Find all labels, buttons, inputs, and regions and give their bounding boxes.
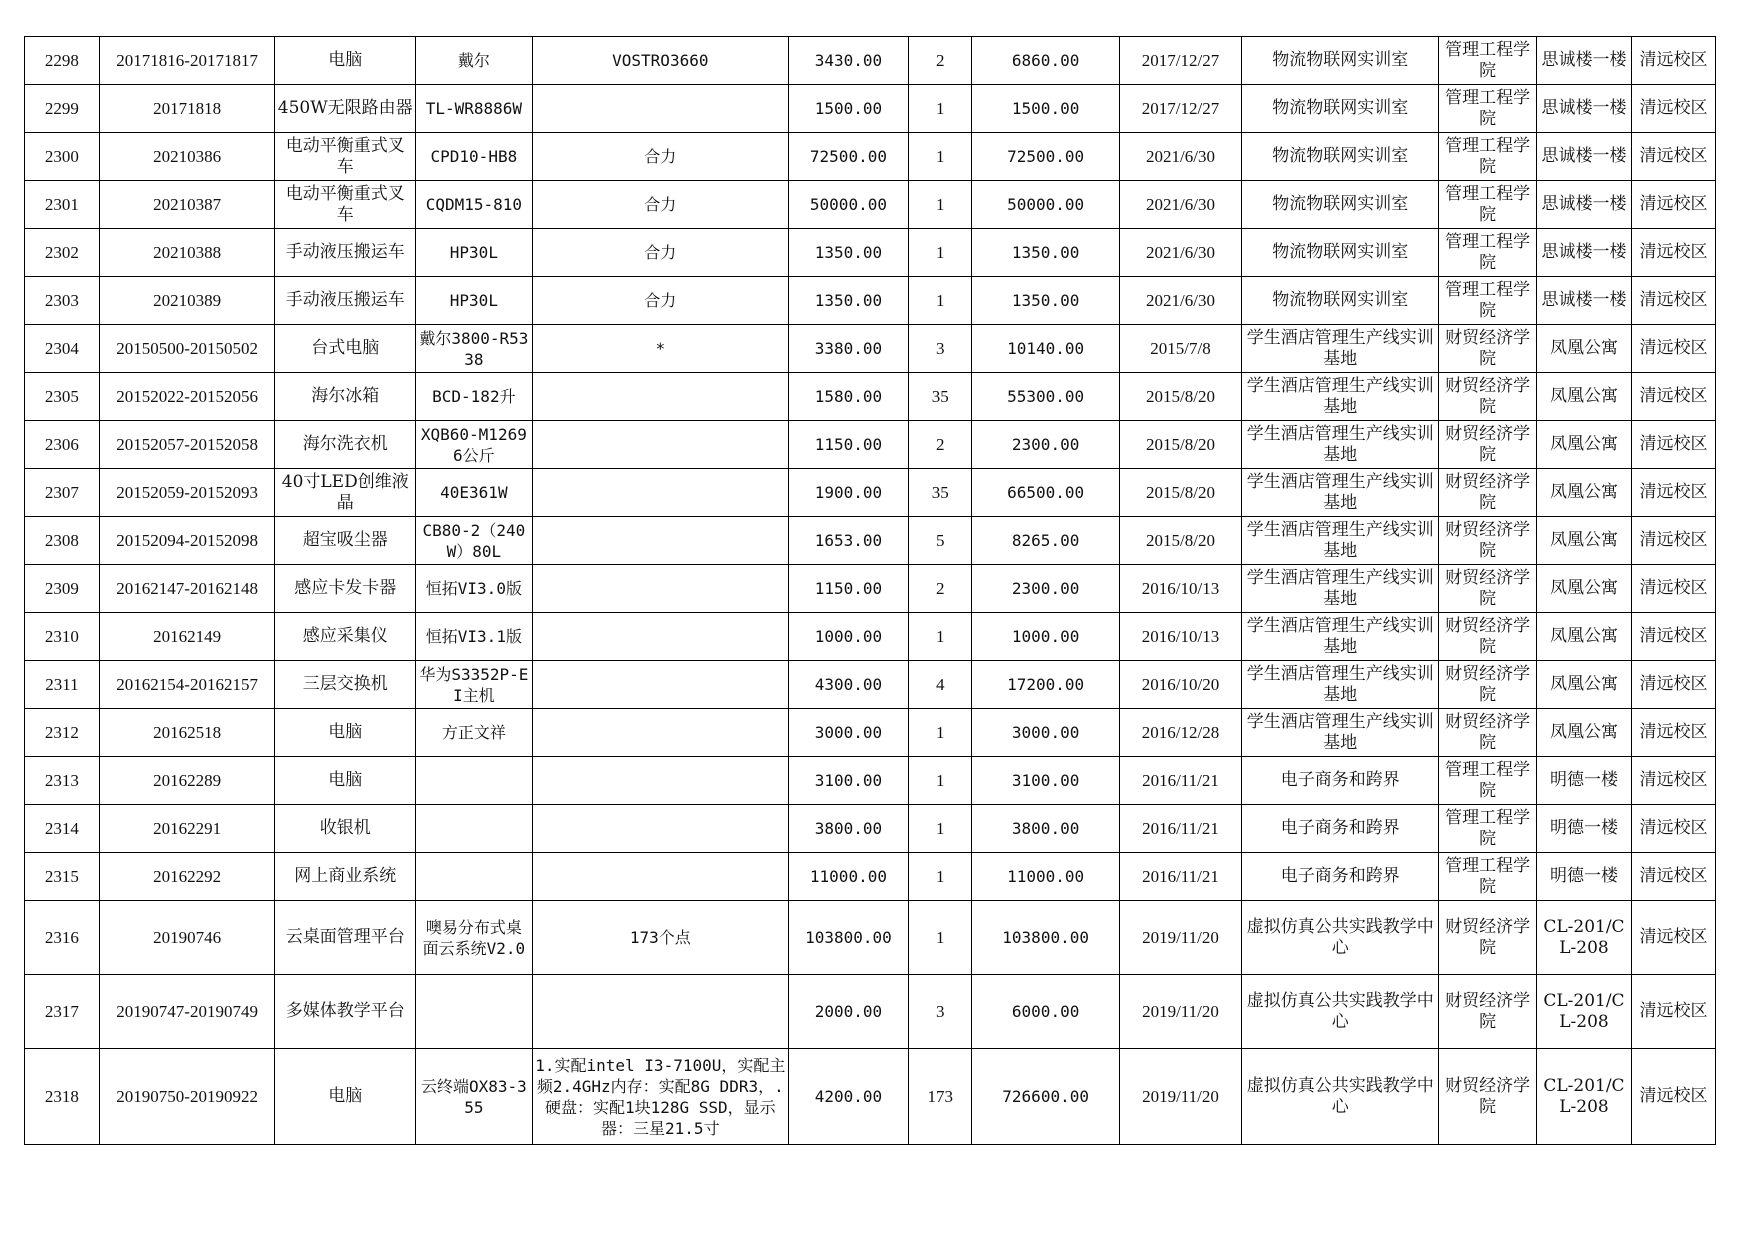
cell-name: 超宝吸尘器 (275, 517, 416, 565)
cell-amount: 726600.00 (972, 1049, 1119, 1145)
cell-building: 思诚楼一楼 (1536, 229, 1631, 277)
cell-name: 台式电脑 (275, 325, 416, 373)
table-row (25, 37, 1716, 85)
cell-name: 电动平衡重式叉车 (275, 133, 416, 181)
cell-date: 2019/11/20 (1119, 901, 1241, 975)
cell-campus: 清远校区 (1632, 805, 1716, 853)
cell-building: 思诚楼一楼 (1536, 181, 1631, 229)
cell-name: 感应采集仪 (275, 613, 416, 661)
cell-price: 1580.00 (788, 373, 908, 421)
cell-qty: 1 (909, 757, 972, 805)
cell-code: 20171816-20171817 (99, 37, 275, 85)
cell-amount: 55300.00 (972, 373, 1119, 421)
cell-model: 云终端OX83-355 (416, 1049, 533, 1145)
cell-date: 2021/6/30 (1119, 277, 1241, 325)
cell-campus: 清远校区 (1632, 229, 1716, 277)
cell-dept: 财贸经济学院 (1439, 517, 1536, 565)
cell-no: 2298 (25, 37, 100, 85)
cell-campus: 清远校区 (1632, 517, 1716, 565)
cell-amount: 17200.00 (972, 661, 1119, 709)
cell-room: 学生酒店管理生产线实训基地 (1242, 325, 1439, 373)
cell-date: 2016/11/21 (1119, 757, 1241, 805)
table-row (25, 901, 1716, 975)
cell-room: 物流物联网实训室 (1242, 85, 1439, 133)
cell-date: 2021/6/30 (1119, 133, 1241, 181)
cell-building: 凤凰公寓 (1536, 421, 1631, 469)
cell-model: 戴尔3800-R5338 (416, 325, 533, 373)
cell-qty: 4 (909, 661, 972, 709)
cell-amount: 103800.00 (972, 901, 1119, 975)
cell-name: 450W无限路由器 (275, 85, 416, 133)
cell-spec (532, 757, 788, 805)
table-row (25, 853, 1716, 901)
cell-date: 2017/12/27 (1119, 85, 1241, 133)
cell-building: 思诚楼一楼 (1536, 85, 1631, 133)
cell-room: 学生酒店管理生产线实训基地 (1242, 517, 1439, 565)
cell-price: 50000.00 (788, 181, 908, 229)
cell-code: 20210386 (99, 133, 275, 181)
cell-no: 2299 (25, 85, 100, 133)
cell-campus: 清远校区 (1632, 661, 1716, 709)
cell-name: 海尔洗衣机 (275, 421, 416, 469)
cell-building: 明德一楼 (1536, 805, 1631, 853)
cell-amount: 1350.00 (972, 229, 1119, 277)
cell-price: 1350.00 (788, 229, 908, 277)
cell-code: 20190746 (99, 901, 275, 975)
cell-campus: 清远校区 (1632, 565, 1716, 613)
cell-model (416, 853, 533, 901)
cell-campus: 清远校区 (1632, 325, 1716, 373)
cell-model: BCD-182升 (416, 373, 533, 421)
cell-dept: 财贸经济学院 (1439, 613, 1536, 661)
cell-qty: 1 (909, 901, 972, 975)
cell-model: 恒拓VI3.0版 (416, 565, 533, 613)
cell-dept: 管理工程学院 (1439, 853, 1536, 901)
cell-room: 物流物联网实训室 (1242, 277, 1439, 325)
cell-campus: 清远校区 (1632, 613, 1716, 661)
cell-amount: 10140.00 (972, 325, 1119, 373)
cell-dept: 管理工程学院 (1439, 277, 1536, 325)
cell-dept: 财贸经济学院 (1439, 421, 1536, 469)
cell-code: 20162147-20162148 (99, 565, 275, 613)
asset-table-sheet (24, 36, 1716, 1145)
cell-spec (532, 373, 788, 421)
cell-room: 虚拟仿真公共实践教学中心 (1242, 975, 1439, 1049)
cell-room: 学生酒店管理生产线实训基地 (1242, 373, 1439, 421)
cell-qty: 35 (909, 373, 972, 421)
cell-price: 4200.00 (788, 1049, 908, 1145)
cell-amount: 3100.00 (972, 757, 1119, 805)
cell-dept: 管理工程学院 (1439, 229, 1536, 277)
cell-room: 虚拟仿真公共实践教学中心 (1242, 901, 1439, 975)
cell-building: 凤凰公寓 (1536, 709, 1631, 757)
cell-no: 2314 (25, 805, 100, 853)
table-row (25, 421, 1716, 469)
cell-name: 云桌面管理平台 (275, 901, 416, 975)
cell-dept: 财贸经济学院 (1439, 1049, 1536, 1145)
cell-name: 40寸LED创维液晶 (275, 469, 416, 517)
cell-model: 华为S3352P-EI主机 (416, 661, 533, 709)
cell-dept: 财贸经济学院 (1439, 975, 1536, 1049)
cell-price: 1653.00 (788, 517, 908, 565)
cell-spec (532, 853, 788, 901)
cell-building: CL-201/CL-208 (1536, 975, 1631, 1049)
cell-amount: 6860.00 (972, 37, 1119, 85)
cell-building: 明德一楼 (1536, 757, 1631, 805)
cell-room: 物流物联网实训室 (1242, 181, 1439, 229)
cell-no: 2306 (25, 421, 100, 469)
cell-dept: 财贸经济学院 (1439, 469, 1536, 517)
cell-model: CB80-2（240W）80L (416, 517, 533, 565)
cell-price: 11000.00 (788, 853, 908, 901)
cell-amount: 2300.00 (972, 565, 1119, 613)
cell-code: 20162289 (99, 757, 275, 805)
cell-no: 2302 (25, 229, 100, 277)
cell-room: 学生酒店管理生产线实训基地 (1242, 565, 1439, 613)
cell-amount: 6000.00 (972, 975, 1119, 1049)
cell-name: 收银机 (275, 805, 416, 853)
cell-model: 戴尔 (416, 37, 533, 85)
cell-code: 20210388 (99, 229, 275, 277)
cell-spec (532, 805, 788, 853)
cell-model (416, 975, 533, 1049)
cell-qty: 2 (909, 37, 972, 85)
cell-model: 方正文祥 (416, 709, 533, 757)
cell-campus: 清远校区 (1632, 421, 1716, 469)
cell-date: 2015/8/20 (1119, 421, 1241, 469)
cell-amount: 72500.00 (972, 133, 1119, 181)
cell-campus: 清远校区 (1632, 853, 1716, 901)
cell-name: 三层交换机 (275, 661, 416, 709)
cell-amount: 50000.00 (972, 181, 1119, 229)
cell-date: 2015/8/20 (1119, 373, 1241, 421)
cell-dept: 财贸经济学院 (1439, 325, 1536, 373)
cell-amount: 3800.00 (972, 805, 1119, 853)
cell-building: 凤凰公寓 (1536, 613, 1631, 661)
cell-code: 20152094-20152098 (99, 517, 275, 565)
cell-building: 思诚楼一楼 (1536, 133, 1631, 181)
table-row (25, 85, 1716, 133)
cell-dept: 管理工程学院 (1439, 37, 1536, 85)
table-row (25, 975, 1716, 1049)
cell-code: 20152059-20152093 (99, 469, 275, 517)
cell-building: 凤凰公寓 (1536, 469, 1631, 517)
cell-code: 20210387 (99, 181, 275, 229)
cell-model (416, 805, 533, 853)
table-row (25, 517, 1716, 565)
cell-code: 20190750-20190922 (99, 1049, 275, 1145)
cell-spec (532, 85, 788, 133)
cell-amount: 66500.00 (972, 469, 1119, 517)
table-row (25, 709, 1716, 757)
cell-dept: 管理工程学院 (1439, 181, 1536, 229)
cell-campus: 清远校区 (1632, 277, 1716, 325)
cell-spec (532, 517, 788, 565)
cell-no: 2311 (25, 661, 100, 709)
cell-code: 20152022-20152056 (99, 373, 275, 421)
cell-no: 2300 (25, 133, 100, 181)
cell-price: 1150.00 (788, 421, 908, 469)
cell-code: 20162292 (99, 853, 275, 901)
cell-name: 电动平衡重式叉车 (275, 181, 416, 229)
cell-date: 2016/10/13 (1119, 613, 1241, 661)
cell-no: 2304 (25, 325, 100, 373)
cell-name: 电脑 (275, 757, 416, 805)
table-row (25, 613, 1716, 661)
cell-room: 学生酒店管理生产线实训基地 (1242, 709, 1439, 757)
cell-amount: 3000.00 (972, 709, 1119, 757)
cell-qty: 5 (909, 517, 972, 565)
cell-model: 恒拓VI3.1版 (416, 613, 533, 661)
table-row (25, 757, 1716, 805)
cell-no: 2312 (25, 709, 100, 757)
cell-date: 2016/10/13 (1119, 565, 1241, 613)
table-row (25, 277, 1716, 325)
cell-dept: 财贸经济学院 (1439, 709, 1536, 757)
cell-spec: 合力 (532, 277, 788, 325)
cell-building: CL-201/CL-208 (1536, 901, 1631, 975)
cell-no: 2317 (25, 975, 100, 1049)
cell-model (416, 757, 533, 805)
table-row (25, 565, 1716, 613)
cell-name: 网上商业系统 (275, 853, 416, 901)
cell-room: 电子商务和跨界 (1242, 805, 1439, 853)
cell-price: 2000.00 (788, 975, 908, 1049)
cell-campus: 清远校区 (1632, 373, 1716, 421)
cell-building: 凤凰公寓 (1536, 565, 1631, 613)
cell-price: 1900.00 (788, 469, 908, 517)
cell-campus: 清远校区 (1632, 469, 1716, 517)
cell-price: 4300.00 (788, 661, 908, 709)
cell-price: 72500.00 (788, 133, 908, 181)
cell-dept: 财贸经济学院 (1439, 661, 1536, 709)
cell-spec: 1.实配intel I3-7100U，实配主频2.4GHz内存：实配8G DDR3，.硬盘：实配1块128G SSD，显示器：三星21.5寸 (532, 1049, 788, 1145)
cell-name: 感应卡发卡器 (275, 565, 416, 613)
cell-no: 2305 (25, 373, 100, 421)
cell-spec (532, 469, 788, 517)
cell-campus: 清远校区 (1632, 85, 1716, 133)
cell-qty: 1 (909, 133, 972, 181)
cell-date: 2019/11/20 (1119, 975, 1241, 1049)
cell-building: 思诚楼一楼 (1536, 277, 1631, 325)
cell-amount: 1350.00 (972, 277, 1119, 325)
cell-model: XQB60-M12696公斤 (416, 421, 533, 469)
asset-table-body (25, 37, 1716, 1145)
cell-dept: 财贸经济学院 (1439, 901, 1536, 975)
cell-dept: 管理工程学院 (1439, 757, 1536, 805)
cell-room: 学生酒店管理生产线实训基地 (1242, 661, 1439, 709)
cell-date: 2019/11/20 (1119, 1049, 1241, 1145)
cell-date: 2016/11/21 (1119, 853, 1241, 901)
cell-spec: 合力 (532, 133, 788, 181)
cell-name: 多媒体教学平台 (275, 975, 416, 1049)
cell-code: 20210389 (99, 277, 275, 325)
cell-dept: 财贸经济学院 (1439, 373, 1536, 421)
cell-price: 1500.00 (788, 85, 908, 133)
cell-building: 凤凰公寓 (1536, 517, 1631, 565)
cell-date: 2015/8/20 (1119, 469, 1241, 517)
cell-price: 1000.00 (788, 613, 908, 661)
table-row (25, 1049, 1716, 1145)
table-row (25, 805, 1716, 853)
cell-no: 2301 (25, 181, 100, 229)
table-row (25, 469, 1716, 517)
cell-price: 3430.00 (788, 37, 908, 85)
cell-date: 2016/11/21 (1119, 805, 1241, 853)
cell-qty: 1 (909, 805, 972, 853)
cell-model: CPD10-HB8 (416, 133, 533, 181)
cell-amount: 8265.00 (972, 517, 1119, 565)
cell-room: 电子商务和跨界 (1242, 757, 1439, 805)
cell-building: 凤凰公寓 (1536, 325, 1631, 373)
cell-campus: 清远校区 (1632, 1049, 1716, 1145)
cell-no: 2313 (25, 757, 100, 805)
cell-date: 2016/12/28 (1119, 709, 1241, 757)
cell-qty: 1 (909, 85, 972, 133)
cell-qty: 2 (909, 565, 972, 613)
cell-name: 电脑 (275, 709, 416, 757)
cell-price: 3800.00 (788, 805, 908, 853)
cell-name: 海尔冰箱 (275, 373, 416, 421)
cell-no: 2303 (25, 277, 100, 325)
cell-campus: 清远校区 (1632, 181, 1716, 229)
cell-price: 3100.00 (788, 757, 908, 805)
cell-qty: 1 (909, 613, 972, 661)
cell-model: 40E361W (416, 469, 533, 517)
cell-amount: 1500.00 (972, 85, 1119, 133)
cell-amount: 1000.00 (972, 613, 1119, 661)
cell-model: HP30L (416, 277, 533, 325)
table-row (25, 229, 1716, 277)
cell-campus: 清远校区 (1632, 975, 1716, 1049)
cell-code: 20162518 (99, 709, 275, 757)
cell-building: 明德一楼 (1536, 853, 1631, 901)
cell-dept: 管理工程学院 (1439, 133, 1536, 181)
asset-table (24, 36, 1716, 1145)
cell-date: 2015/7/8 (1119, 325, 1241, 373)
cell-no: 2316 (25, 901, 100, 975)
cell-dept: 管理工程学院 (1439, 805, 1536, 853)
cell-name: 手动液压搬运车 (275, 277, 416, 325)
cell-qty: 3 (909, 975, 972, 1049)
cell-code: 20162154-20162157 (99, 661, 275, 709)
cell-code: 20150500-20150502 (99, 325, 275, 373)
cell-dept: 财贸经济学院 (1439, 565, 1536, 613)
cell-qty: 1 (909, 853, 972, 901)
cell-spec: 合力 (532, 181, 788, 229)
cell-campus: 清远校区 (1632, 901, 1716, 975)
cell-price: 3000.00 (788, 709, 908, 757)
cell-price: 103800.00 (788, 901, 908, 975)
cell-date: 2017/12/27 (1119, 37, 1241, 85)
cell-room: 学生酒店管理生产线实训基地 (1242, 469, 1439, 517)
cell-no: 2318 (25, 1049, 100, 1145)
cell-spec (532, 421, 788, 469)
cell-building: 凤凰公寓 (1536, 661, 1631, 709)
cell-date: 2016/10/20 (1119, 661, 1241, 709)
cell-campus: 清远校区 (1632, 37, 1716, 85)
cell-qty: 1 (909, 277, 972, 325)
cell-building: 凤凰公寓 (1536, 373, 1631, 421)
cell-price: 1150.00 (788, 565, 908, 613)
cell-spec: 173个点 (532, 901, 788, 975)
cell-qty: 2 (909, 421, 972, 469)
cell-code: 20162291 (99, 805, 275, 853)
cell-amount: 11000.00 (972, 853, 1119, 901)
cell-spec: * (532, 325, 788, 373)
cell-amount: 2300.00 (972, 421, 1119, 469)
cell-room: 学生酒店管理生产线实训基地 (1242, 421, 1439, 469)
cell-model: TL-WR8886W (416, 85, 533, 133)
cell-date: 2021/6/30 (1119, 229, 1241, 277)
cell-spec: VOSTRO3660 (532, 37, 788, 85)
cell-model: 噢易分布式桌面云系统V2.0 (416, 901, 533, 975)
cell-price: 1350.00 (788, 277, 908, 325)
table-row (25, 373, 1716, 421)
cell-campus: 清远校区 (1632, 709, 1716, 757)
table-row (25, 325, 1716, 373)
cell-code: 20152057-20152058 (99, 421, 275, 469)
table-row (25, 181, 1716, 229)
cell-model: HP30L (416, 229, 533, 277)
cell-no: 2309 (25, 565, 100, 613)
cell-name: 电脑 (275, 37, 416, 85)
cell-qty: 35 (909, 469, 972, 517)
cell-price: 3380.00 (788, 325, 908, 373)
cell-no: 2310 (25, 613, 100, 661)
cell-building: CL-201/CL-208 (1536, 1049, 1631, 1145)
cell-code: 20190747-20190749 (99, 975, 275, 1049)
cell-code: 20171818 (99, 85, 275, 133)
cell-model: CQDM15-810 (416, 181, 533, 229)
cell-campus: 清远校区 (1632, 757, 1716, 805)
cell-room: 物流物联网实训室 (1242, 37, 1439, 85)
cell-spec (532, 613, 788, 661)
cell-no: 2315 (25, 853, 100, 901)
cell-qty: 1 (909, 709, 972, 757)
cell-room: 物流物联网实训室 (1242, 229, 1439, 277)
cell-spec (532, 709, 788, 757)
cell-code: 20162149 (99, 613, 275, 661)
cell-qty: 173 (909, 1049, 972, 1145)
cell-spec (532, 975, 788, 1049)
cell-spec (532, 565, 788, 613)
cell-room: 虚拟仿真公共实践教学中心 (1242, 1049, 1439, 1145)
cell-no: 2307 (25, 469, 100, 517)
cell-name: 电脑 (275, 1049, 416, 1145)
table-row (25, 133, 1716, 181)
cell-name: 手动液压搬运车 (275, 229, 416, 277)
cell-date: 2021/6/30 (1119, 181, 1241, 229)
cell-building: 思诚楼一楼 (1536, 37, 1631, 85)
cell-qty: 1 (909, 229, 972, 277)
cell-date: 2015/8/20 (1119, 517, 1241, 565)
table-row (25, 661, 1716, 709)
cell-room: 物流物联网实训室 (1242, 133, 1439, 181)
cell-no: 2308 (25, 517, 100, 565)
cell-campus: 清远校区 (1632, 133, 1716, 181)
cell-qty: 1 (909, 181, 972, 229)
cell-spec (532, 661, 788, 709)
cell-spec: 合力 (532, 229, 788, 277)
cell-room: 电子商务和跨界 (1242, 853, 1439, 901)
cell-dept: 管理工程学院 (1439, 85, 1536, 133)
cell-qty: 3 (909, 325, 972, 373)
cell-room: 学生酒店管理生产线实训基地 (1242, 613, 1439, 661)
